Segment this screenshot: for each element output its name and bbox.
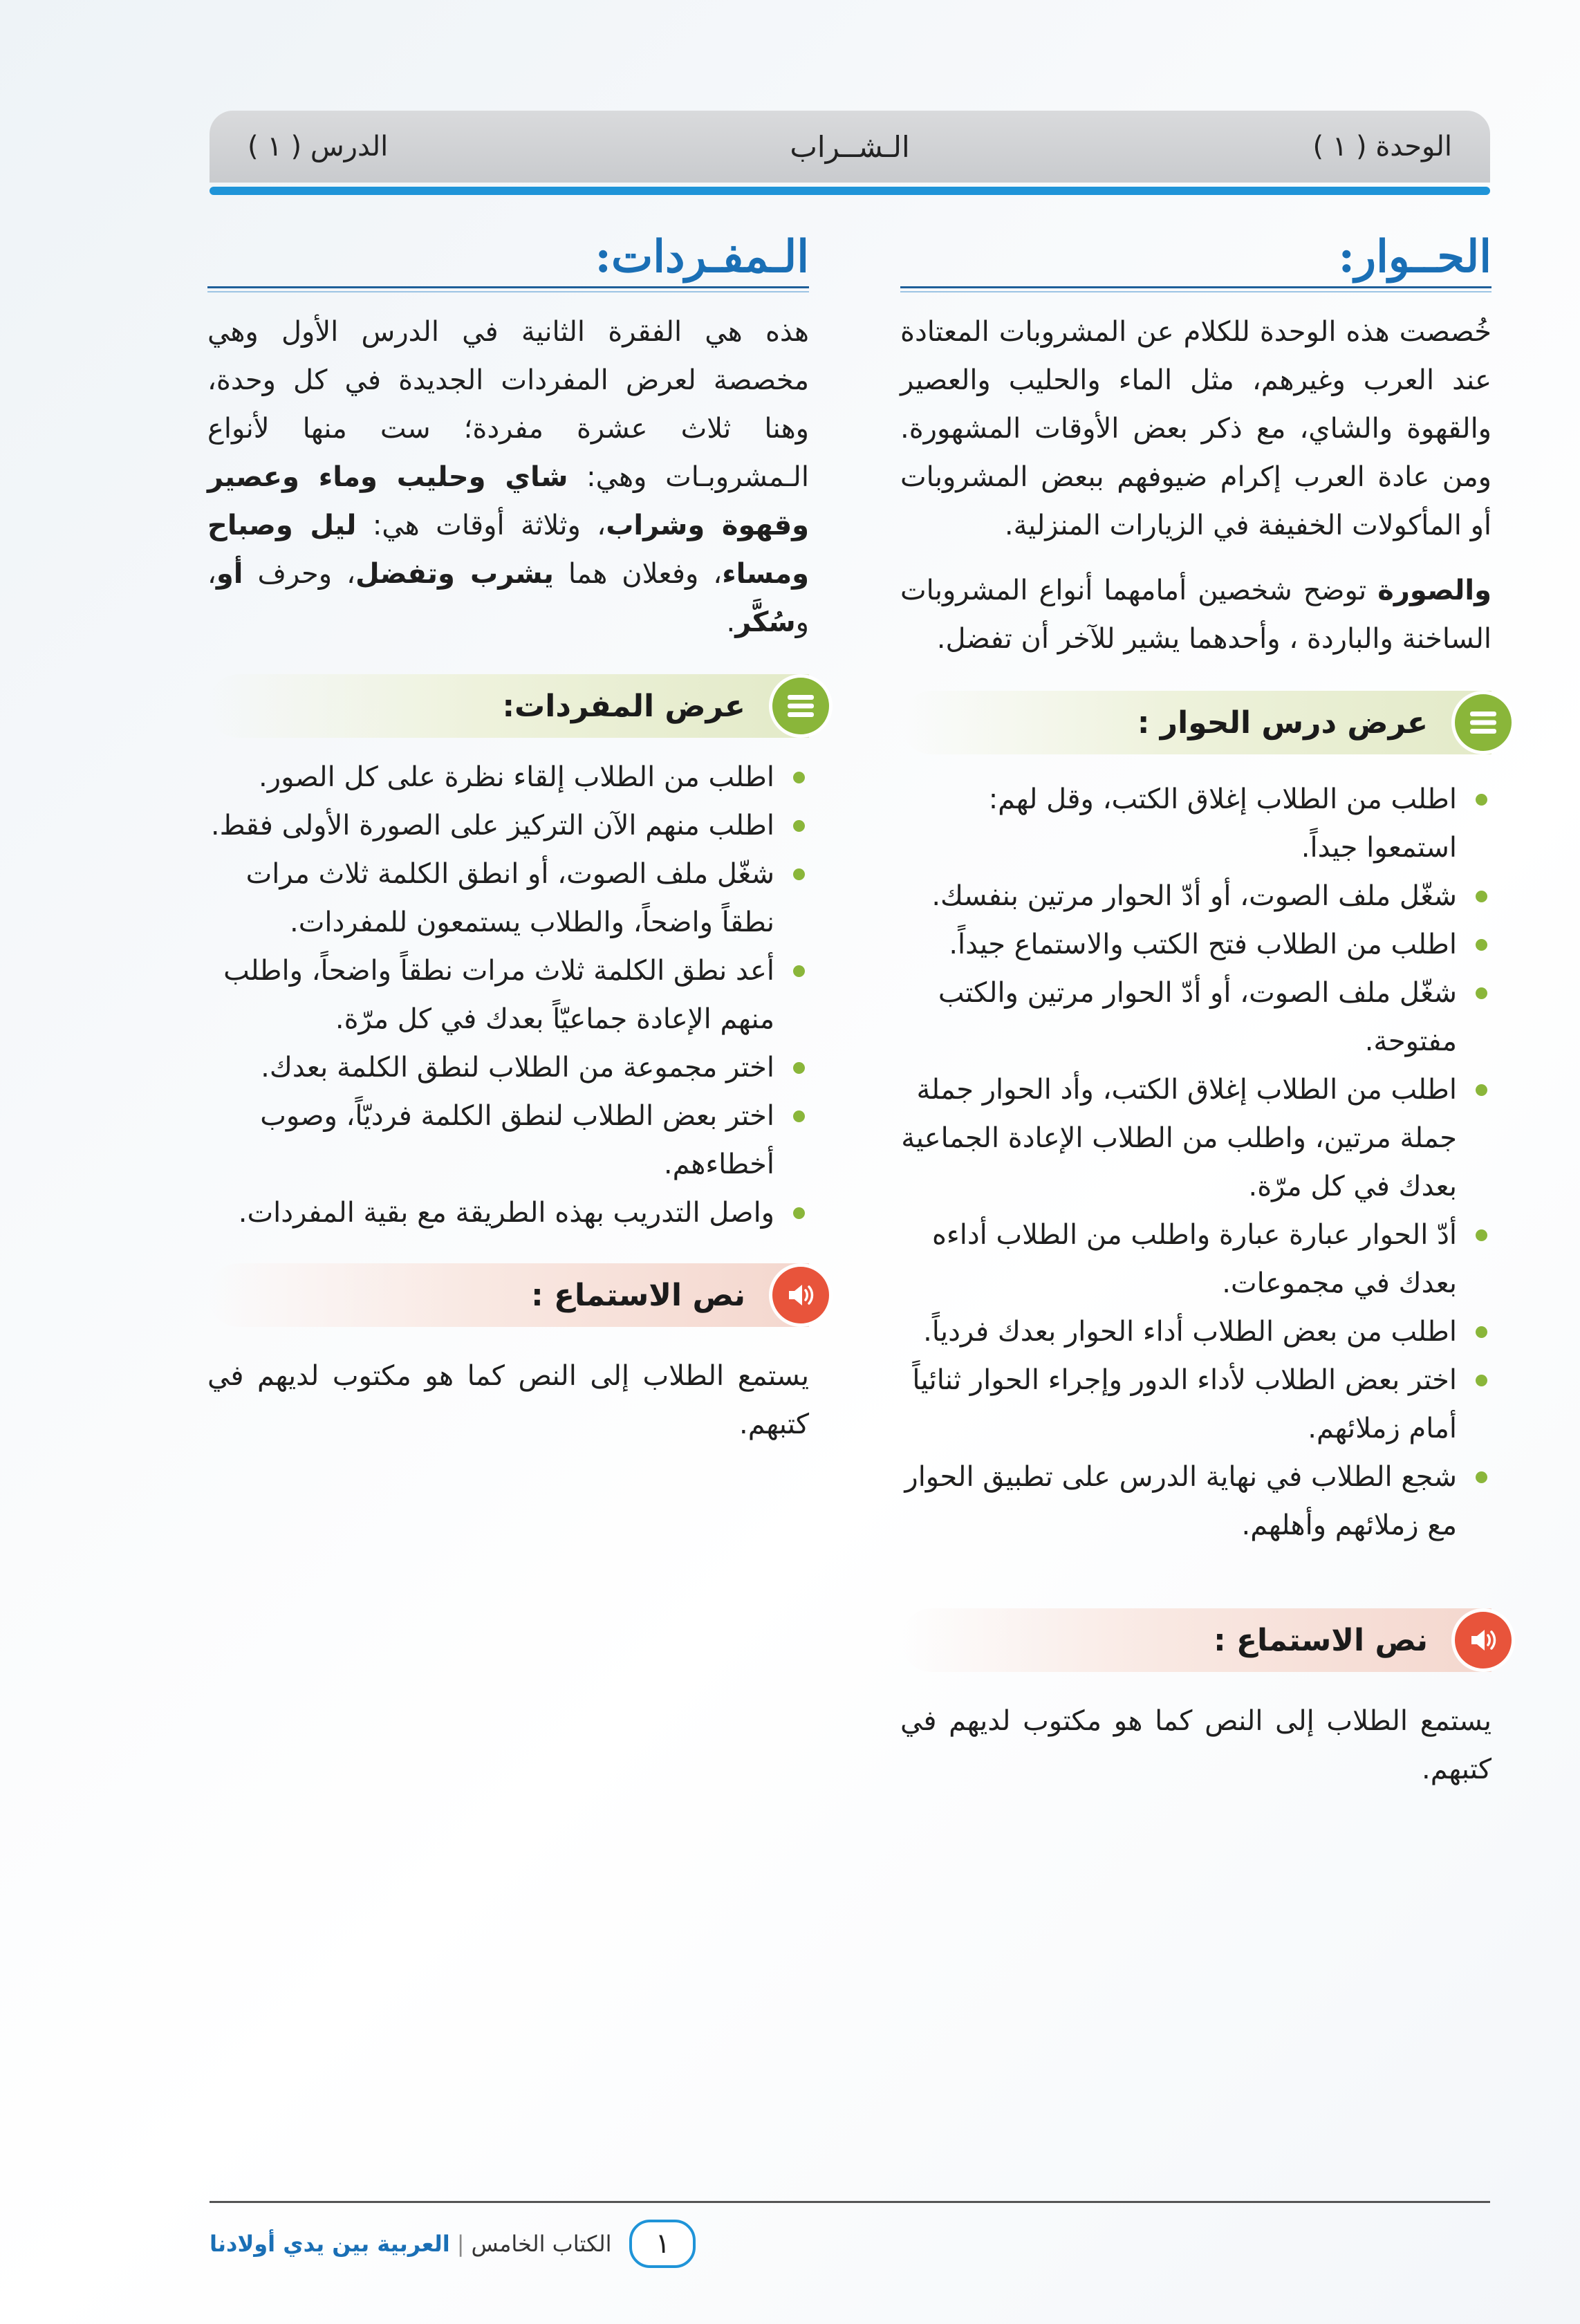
dialogue-listening-label: نص الاستماع : (1214, 1622, 1428, 1658)
vocab-intro-text: ، وفعلان هما (553, 558, 723, 590)
vocab-intro-text: ، وثلاثة أوقات هي: (356, 510, 606, 541)
footer-text: الكتاب الخامس|العربية بين يدي أولادنا (210, 2231, 612, 2257)
list-item: اختر مجموعة من الطلاب لنطق الكلمة بعدك. (207, 1043, 809, 1092)
series-name: العربية بين يدي أولادنا (210, 2231, 450, 2257)
vocab-intro-text: ، و (207, 558, 809, 638)
vocab-intro-text: هذه هي الفقرة الثانية في الدرس الأول وهي مخصصة لعرض المفردات الجديدة في كل وحدة، وهنا ثلاث عشرة مفردة؛ ست منها لأنواع الـمشروبـات وهي: (207, 316, 809, 493)
unit-label: الوحدة ( ١ ) (1312, 131, 1452, 162)
vocab-intro (207, 308, 809, 647)
particle: أو (216, 558, 243, 590)
vocab-intro-text: . (726, 606, 736, 638)
dialogue-steps (900, 775, 1491, 1550)
dialogue-intro: خُصصت هذه الوحدة للكلام عن المشروبات المعتادة عند العرب وغيرهم، مثل الماء والحليب والعصير والقهوة والشاي، مع ذكر بعض الأوقات المشهورة. ومن عادة العرب إكرام ضيوفهم ببعض المشروبات أو المأكولات الخفيفة في الزيارات المنزلية. (900, 316, 1491, 541)
dialogue-listening-text: يستمع الطلاب إلى النص كما هو مكتوب لديهم في كتبهم. (900, 1705, 1491, 1785)
vocab-listening-label: نص الاستماع : (531, 1277, 745, 1313)
list-item: اختر بعض الطلاب لأداء الدور وإجراء الحوار ثنائياً أمام زملائهم. (900, 1356, 1491, 1453)
vocab-present-label: عرض المفردات: (502, 688, 745, 724)
unit-title: الـشــراب (790, 129, 910, 164)
list-icon (769, 674, 833, 738)
list-item: أدّ الحوار عبارة عبارة واطلب من الطلاب أداءه بعدك في مجموعات. (900, 1211, 1491, 1308)
page-number: ١ (629, 2220, 696, 2268)
list-item: شغّل ملف الصوت، أو أدّ الحوار مرتين والكتب مفتوحة. (900, 969, 1491, 1066)
dialogue-listening-bar (900, 1608, 1491, 1672)
list-item: اختر بعض الطلاب لنطق الكلمة فرديّاً، وصوب أخطاءهم. (207, 1092, 809, 1189)
list-item: واصل التدريب بهذه الطريقة مع بقية المفردات. (207, 1189, 809, 1237)
dialogue-section (900, 228, 1491, 1794)
list-item: اطلب منهم الآن التركيز على الصورة الأولى فقط. (207, 801, 809, 850)
times-list: ليل وصباح ومساء (207, 510, 810, 590)
list-item: اطلب من الطلاب فتح الكتب والاستماع جيداً. (900, 920, 1491, 969)
verbs-list: يشرب وتفضل (355, 558, 554, 590)
speaker-icon (769, 1263, 833, 1327)
list-item: اطلب من الطلاب إغلاق الكتب، وقل لهم: استمعوا جيداً. (900, 775, 1491, 872)
dialogue-picture-desc (900, 566, 1491, 663)
header-rule (210, 187, 1490, 195)
list-item: اطلب من الطلاب إلقاء نظرة على كل الصور. (207, 753, 809, 801)
speaker-icon (1451, 1608, 1515, 1672)
vocab-steps (207, 753, 809, 1237)
vocab-section (207, 228, 809, 1449)
list-item: اطلب من الطلاب إغلاق الكتب، وأد الحوار جملة جملة مرتين، واطلب من الطلاب الإعادة الجماعية بعدك في كل مرّة. (900, 1066, 1491, 1211)
vocab-listening-bar (207, 1263, 809, 1327)
list-item: شغّل ملف الصوت، أو انطق الكلمة ثلاث مرات نطقاً واضحاً، والطلاب يستمعون للمفردات. (207, 850, 809, 947)
page-footer (210, 2220, 696, 2268)
vocab-title: الـمفـردات: (207, 228, 809, 288)
footer-rule (210, 2201, 1490, 2203)
vocab-intro-text: ، وحرف (243, 558, 356, 590)
vocab-listening-text: يستمع الطلاب إلى النص كما هو مكتوب لديهم في كتبهم. (207, 1360, 809, 1440)
list-icon (1451, 691, 1515, 754)
book-name: الكتاب الخامس (471, 2231, 612, 2257)
sugar-word: سُكَّر (735, 606, 796, 638)
vocab-present-bar (207, 674, 809, 738)
picture-text: توضح شخصين أمامهما أنواع المشروبات الساخنة والباردة ، وأحدهما يشير للآخر أن تفضل. (900, 575, 1491, 655)
dialogue-title: الحــوار: (900, 228, 1491, 288)
dialogue-present-label: عرض درس الحوار : (1137, 705, 1428, 741)
dialogue-present-bar (900, 691, 1491, 754)
lesson-label: الدرس ( ١ ) (248, 131, 389, 162)
page-header (210, 111, 1490, 183)
list-item: أعد نطق الكلمة ثلاث مرات نطقاً واضحاً، واطلب منهم الإعادة جماعيّاً بعدك في كل مرّة. (207, 947, 809, 1043)
list-item: اطلب من بعض الطلاب أداء الحوار بعدك فردياً. (900, 1308, 1491, 1356)
list-item: شغّل ملف الصوت، أو أدّ الحوار مرتين بنفسك. (900, 872, 1491, 920)
drinks-list: شاي وحليب وماء وعصير وقهوة وشراب (207, 461, 809, 541)
picture-bold: والصورة (1377, 575, 1491, 606)
list-item: شجع الطلاب في نهاية الدرس على تطبيق الحوار مع زملائهم وأهلهم. (900, 1453, 1491, 1550)
